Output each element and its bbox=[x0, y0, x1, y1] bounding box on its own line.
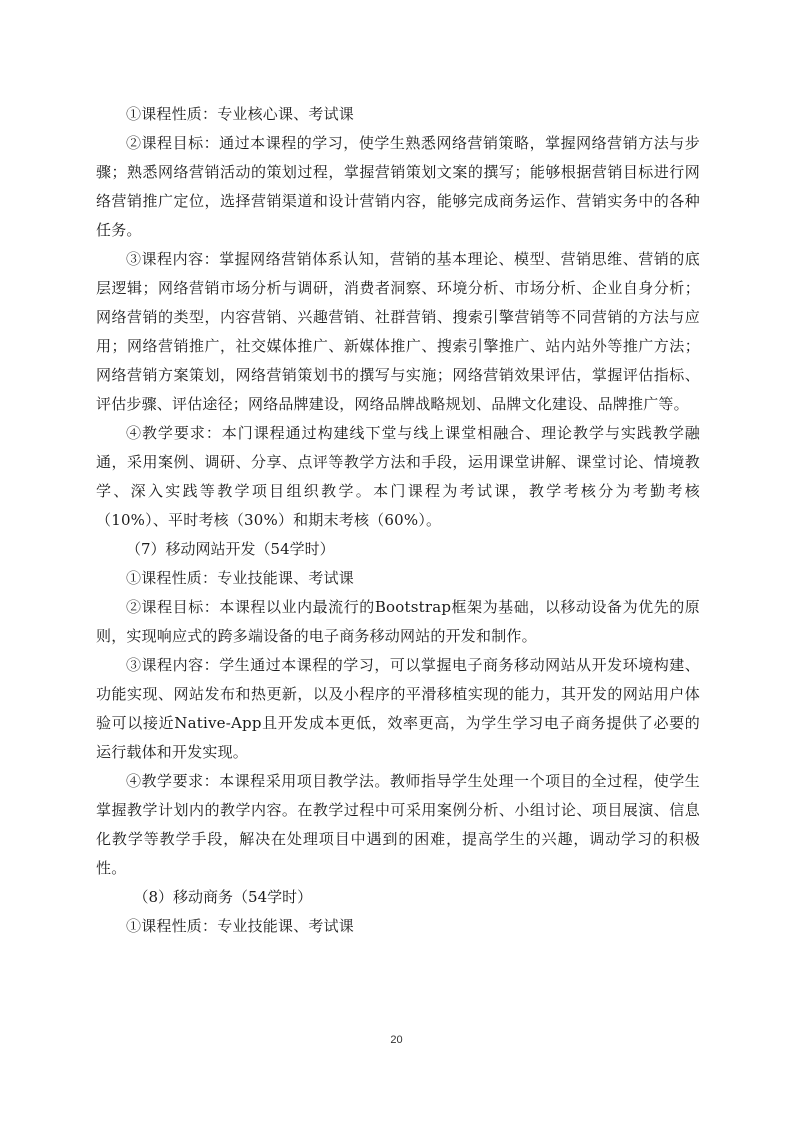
course-content-paragraph: ③课程内容：掌握网络营销体系认知，营销的基本理论、模型、营销思维、营销的底层逻辑；网络营销市场分析与调研，消费者洞察、环境分析、市场分析、企业自身分析；网络营销的类型，内容营销、兴趣营销、社群营销、搜索引擎营销等不同营销的方法与应用；网络营销推广，社交媒体推广、新媒体推广、搜索引擎推广、站内站外等推广方法；网络营销方案策划，网络营销策划书的撰写与实施；网络营销效果评估，掌握评估指标、评估步骤、评估途径；网络品牌建设，网络品牌战略规划、品牌文化建设、品牌推广等。 bbox=[96, 250, 700, 413]
section-7-course-nature: ①课程性质：专业技能课、考试课 bbox=[126, 569, 355, 587]
document-page bbox=[96, 100, 700, 941]
section-7-course-content: ③课程内容：学生通过本课程的学习，可以掌握电子商务移动网站从开发环境构建、功能实现、网站发布和热更新，以及小程序的平滑移植实现的能力，其开发的网站用户体验可以接近Native-App且开发成本更低，效率更高，为学生学习电子商务提供了必要的运行载体和开发实现。 bbox=[96, 656, 700, 761]
page-number: 20 bbox=[390, 1034, 403, 1046]
course-nature-paragraph: ①课程性质：专业核心课、考试课 bbox=[126, 105, 355, 123]
section-7-heading: （7）移动网站开发（54学时） bbox=[126, 540, 335, 558]
section-8-heading: （8）移动商务（54学时） bbox=[133, 888, 313, 906]
section-7-teaching-requirement: ④教学要求：本课程采用项目教学法。教师指导学生处理一个项目的全过程，使学生掌握教学计划内的教学内容。在教学过程中可采用案例分析、小组讨论、项目展演、信息化教学等教学手段，解决在处理项目中遇到的困难，提高学生的兴趣，调动学习的积极性。 bbox=[96, 772, 700, 877]
teaching-requirement-paragraph: ④教学要求：本门课程通过构建线下堂与线上课堂相融合、理论教学与实践教学融通，采用案例、调研、分享、点评等教学方法和手段，运用课堂讲解、课堂讨论、情境教学、深入实践等教学项目组织教学。本门课程为考试课，教学考核分为考勤考核（10%）、平时考核（30%）和期末考核（60%）。 bbox=[96, 424, 700, 529]
course-objective-paragraph: ②课程目标：通过本课程的学习，使学生熟悉网络营销策略，掌握网络营销方法与步骤；熟悉网络营销活动的策划过程，掌握营销策划文案的撰写；能够根据营销目标进行网络营销推广定位，选择营销渠道和设计营销内容，能够完成商务运作、营销实务中的各种任务。 bbox=[96, 134, 700, 239]
section-8-course-nature: ①课程性质：专业技能课、考试课 bbox=[126, 917, 355, 935]
section-7-course-objective: ②课程目标：本课程以业内最流行的Bootstrap框架为基础，以移动设备为优先的原则，实现响应式的跨多端设备的电子商务移动网站的开发和制作。 bbox=[96, 598, 700, 645]
